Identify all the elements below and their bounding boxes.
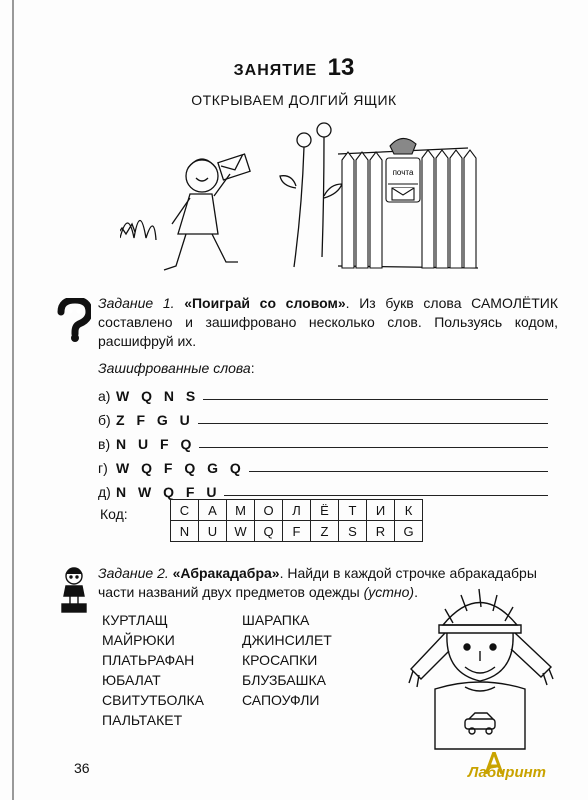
code-cell: N: [171, 521, 199, 542]
word-item: МАЙРЮКИ: [102, 632, 175, 648]
encoded-word: N W Q F U: [116, 484, 221, 500]
encoded-word: N U F Q: [116, 436, 196, 452]
task-2-prefix: Задание 2.: [98, 565, 169, 581]
task-2-body: . Найди в каждой строчке абракадабры части названий двух предметов одежды: [98, 565, 537, 600]
word-item: ЮБАЛАТ: [102, 672, 161, 688]
word-item: БЛУЗБАШКА: [242, 672, 326, 688]
code-cell: W: [227, 521, 255, 542]
page-edge-line: [12, 0, 14, 800]
nonsense-words-grid: [102, 612, 382, 728]
word-item: СВИТУТБОЛКА: [102, 692, 204, 708]
encoded-row: [98, 428, 548, 452]
encoded-row: [98, 380, 548, 404]
answer-line[interactable]: [198, 423, 548, 424]
encoded-word: Z F G U: [116, 412, 194, 428]
answer-line[interactable]: [249, 471, 548, 472]
code-cell: Q: [255, 521, 283, 542]
code-cell: U: [199, 521, 227, 542]
task-1-body: . Из букв слова САМОЛЁТИК составлено и зашифровано несколько слов. Пользуясь кодом, расшифруй их.: [98, 295, 558, 349]
lesson-subtitle: ОТКРЫВАЕМ ДОЛГИЙ ЯЩИК: [191, 92, 397, 108]
code-cell: О: [255, 500, 283, 521]
labirint-logo: Лабиринт: [468, 764, 547, 781]
code-cell: С: [171, 500, 199, 521]
task-1-prefix: Задание 1.: [98, 295, 175, 311]
page-number: 36: [74, 760, 90, 776]
mailbox-label: почта: [392, 168, 414, 177]
code-cell: S: [339, 521, 367, 542]
encoded-word: W Q N S: [116, 388, 200, 404]
task-1-text: [98, 294, 558, 351]
answer-line[interactable]: [224, 495, 548, 496]
answer-line[interactable]: [203, 399, 548, 400]
encoded-row: [98, 404, 548, 428]
code-row-latin: [171, 521, 423, 542]
encoded-words-list: [98, 380, 548, 500]
girl-character-icon: [60, 566, 88, 614]
encoded-words-label: Зашифрованные слова:: [98, 360, 255, 376]
boy-in-hat-illustration: [405, 585, 555, 750]
task-2-name: «Абракадабра»: [172, 565, 280, 581]
encoded-row: [98, 476, 548, 500]
code-label: Код:: [100, 506, 128, 522]
code-cell: R: [367, 521, 395, 542]
encoded-row: [98, 452, 548, 476]
lesson-word: ЗАНЯТИЕ: [233, 62, 318, 79]
encoded-word: W Q F Q G Q: [116, 460, 245, 476]
illustration-boy-mailbox: [120, 118, 480, 288]
code-table: [170, 499, 423, 542]
code-cell: Л: [283, 500, 311, 521]
row-letter: д): [98, 484, 111, 500]
row-letter: в): [98, 436, 111, 452]
code-cell: К: [395, 500, 423, 521]
word-item: САПОУФЛИ: [242, 692, 320, 708]
word-item: ПАЛЬТАКЕТ: [102, 712, 183, 728]
code-cell: Z: [311, 521, 339, 542]
code-cell: G: [395, 521, 423, 542]
word-item: КРОСАПКИ: [242, 652, 318, 668]
task-2-text: Задание 2. «Абракадабра». Найди в каждой строчке абракадабры части названий двух предметов одежды (устно).: [98, 565, 537, 600]
lesson-title: [0, 54, 588, 82]
word-item: ПЛАТЬРАФАН: [102, 652, 195, 668]
code-cell: А: [199, 500, 227, 521]
code-cell: Т: [339, 500, 367, 521]
answer-line[interactable]: [199, 447, 548, 448]
code-cell: Ё: [311, 500, 339, 521]
code-row-cyrillic: [171, 500, 423, 521]
task-1-name: «Поиграй со словом»: [184, 295, 346, 311]
row-letter: б): [98, 412, 111, 428]
question-mark-icon: [55, 298, 91, 342]
code-cell: F: [283, 521, 311, 542]
word-item: ШАРАПКА: [242, 612, 310, 628]
row-letter: г): [98, 460, 108, 476]
word-item: ДЖИНСИЛЕТ: [242, 632, 332, 648]
word-item: КУРТЛАЩ: [102, 612, 168, 628]
lesson-number: 13: [327, 54, 355, 81]
row-letter: а): [98, 388, 111, 404]
task-2-note: (устно): [363, 584, 415, 600]
code-cell: М: [227, 500, 255, 521]
code-cell: И: [367, 500, 395, 521]
